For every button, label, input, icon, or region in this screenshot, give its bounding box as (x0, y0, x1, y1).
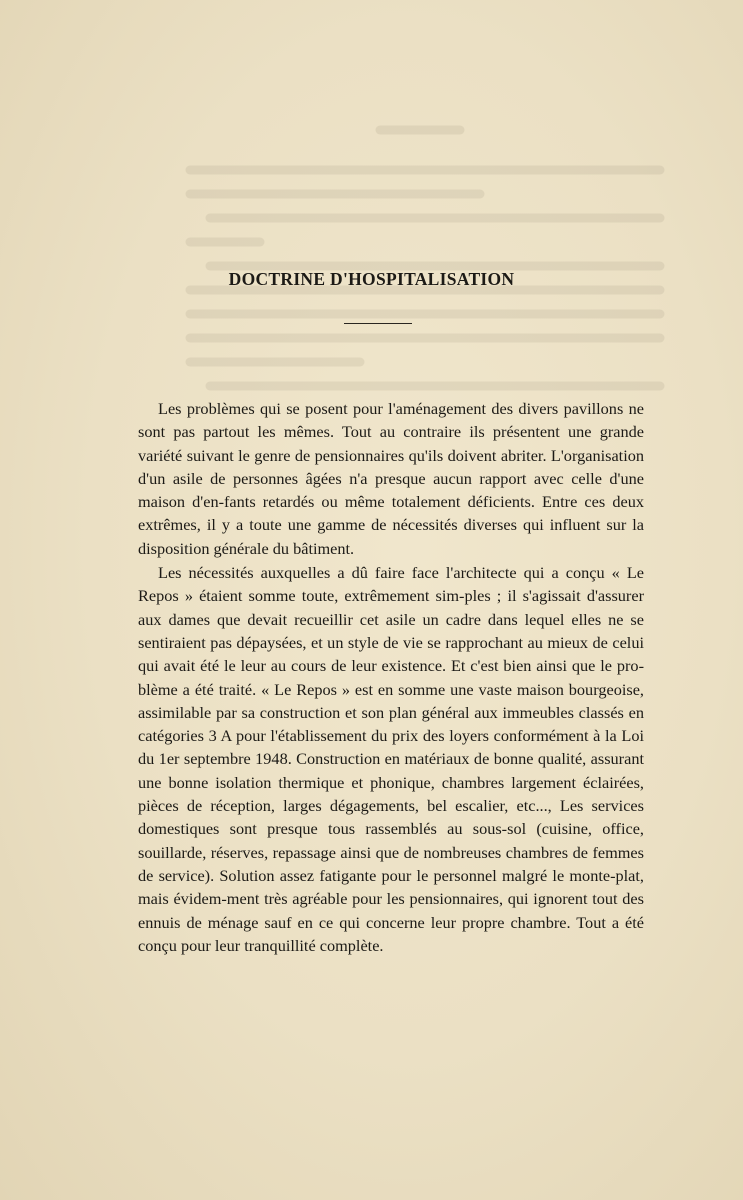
paragraph: Les nécessités auxquelles a dû faire face l'architecte qui a conçu « Le Repos » étaient somme toute, extrêmement sim-ples ; il s'agissait d'assurer aux dames que devait recueillir cet asile un cadre dans lequel elles ne se sentiraient pas dépaysées, et un style de vie se rapprochant au mieux de celui qui avait été le leur au cours de leur existence. Et c'est bien ainsi que le pro-blème a été traité. « Le Repos » est en somme une vaste maison bourgeoise, assimilable par sa construction et son plan général aux immeubles classés en catégories 3 A pour l'établissement du prix des loyers conformément à la Loi du 1er septembre 1948. Construction en matériaux de bonne qualité, assurant une bonne isolation thermique et phonique, chambres largement éclairées, pièces de réception, larges dégagements, bel escalier, etc..., Les services domestiques sont presque tous rassemblés au sous-sol (cuisine, office, souillarde, réserves, repassage ainsi que de nombreuses chambres de femmes de service). Solution assez fatigante pour le personnel malgré le monte-plat, mais évidem-ment très agréable pour les pensionnaires, qui ignorent tout des ennuis de ménage sauf en ce qui concerne leur propre chambre. Tout a été conçu pour leur tranquillité complète. (138, 563, 644, 955)
title-divider (344, 323, 412, 324)
paragraph: Les problèmes qui se posent pour l'aménagement des divers pavillons ne sont pas partout les mêmes. Tout au contraire ils présentent une grande variété suivant le genre de pensionnaires qu'ils doivent abriter. L'organisation d'un asile de personnes âgées n'a presque aucun rapport avec celle d'une maison d'en-fants retardés ou même totalement déficients. Entre ces deux extrêmes, il y a toute une gamme de nécessités diverses qui influent sur la disposition générale du bâtiment. (138, 399, 644, 558)
body-text (138, 397, 644, 957)
bleed-through-lines (180, 110, 680, 410)
page-title: DOCTRINE D'HOSPITALISATION (228, 269, 515, 289)
bleed-through-texture (180, 110, 680, 418)
